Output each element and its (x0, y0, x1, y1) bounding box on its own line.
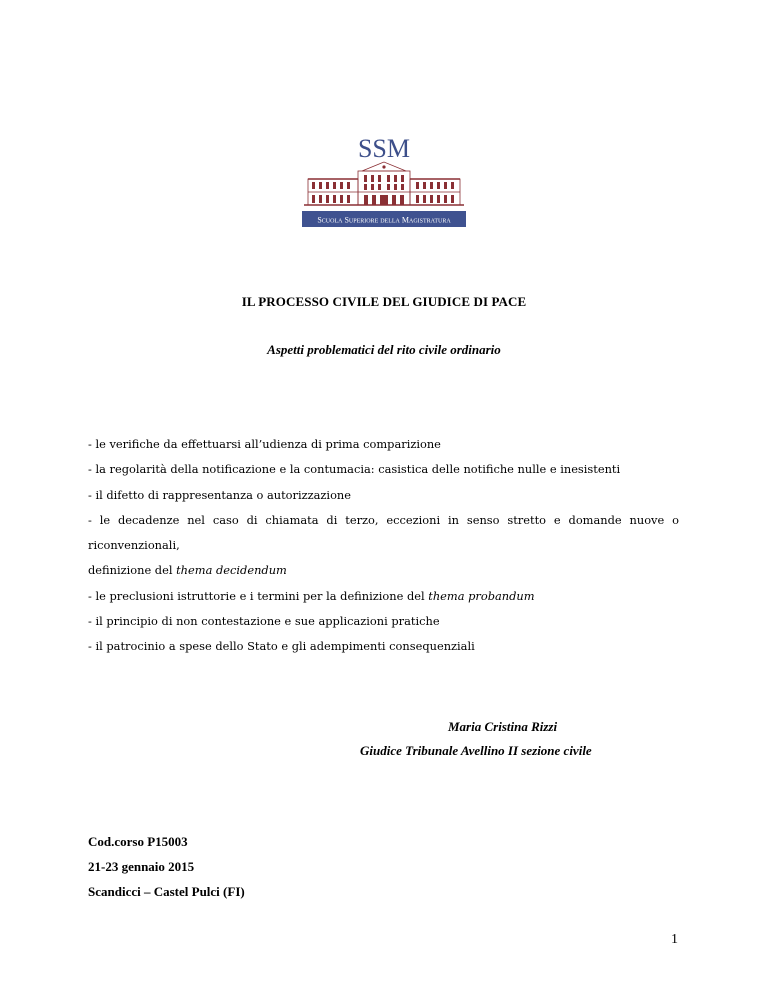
topic-item: - le verifiche da effettuarsi all’udienza di prima comparizione (88, 437, 441, 451)
course-info (88, 829, 245, 904)
ssm-logo (302, 133, 466, 231)
topic-item: - le decadenze nel caso di chiamata di terzo, eccezioni in senso stretto e domande nuove o riconvenzionali, (88, 512, 679, 553)
document-subtitle: Aspetti problematici del rito civile ordinario (267, 342, 501, 357)
topic-item: - il patrocinio a spese dello Stato e gli adempimenti consequenziali (88, 639, 475, 654)
logo-caption: Scuola Superiore della Magistratura (317, 215, 451, 225)
document-title: IL PROCESSO CIVILE DEL GIUDICE DI PACE (241, 294, 527, 309)
course-location: Scandicci – Castel Pulci (FI) (88, 884, 245, 899)
topic-item: - il principio di non contestazione e sue applicazioni pratiche (88, 614, 440, 629)
course-code: Cod.corso P15003 (88, 834, 188, 849)
topic-italic-term: thema probandum (428, 588, 535, 603)
course-dates: 21-23 gennaio 2015 (88, 859, 195, 874)
topic-item: - il difetto di rappresentanza o autorizzazione (88, 487, 352, 502)
logo-acronym: SSM (357, 134, 411, 163)
author-name: Maria Cristina Rizzi (448, 719, 558, 734)
topic-text: definizione del (88, 563, 177, 578)
topic-italic-term: thema decidendum (176, 563, 287, 578)
topic-text: - le preclusioni istruttorie e i termini per la definizione del (88, 588, 429, 603)
author-role: Giudice Tribunale Avellino II sezione civile (360, 743, 592, 758)
topic-item-continuation (88, 558, 679, 583)
topic-item: - la regolarità della notificazione e la contumacia: casistica delle notifiche nulle e inesistenti (88, 462, 621, 477)
topic-item (88, 584, 679, 609)
topics-list (88, 432, 679, 660)
page-number: 1 (671, 932, 678, 947)
